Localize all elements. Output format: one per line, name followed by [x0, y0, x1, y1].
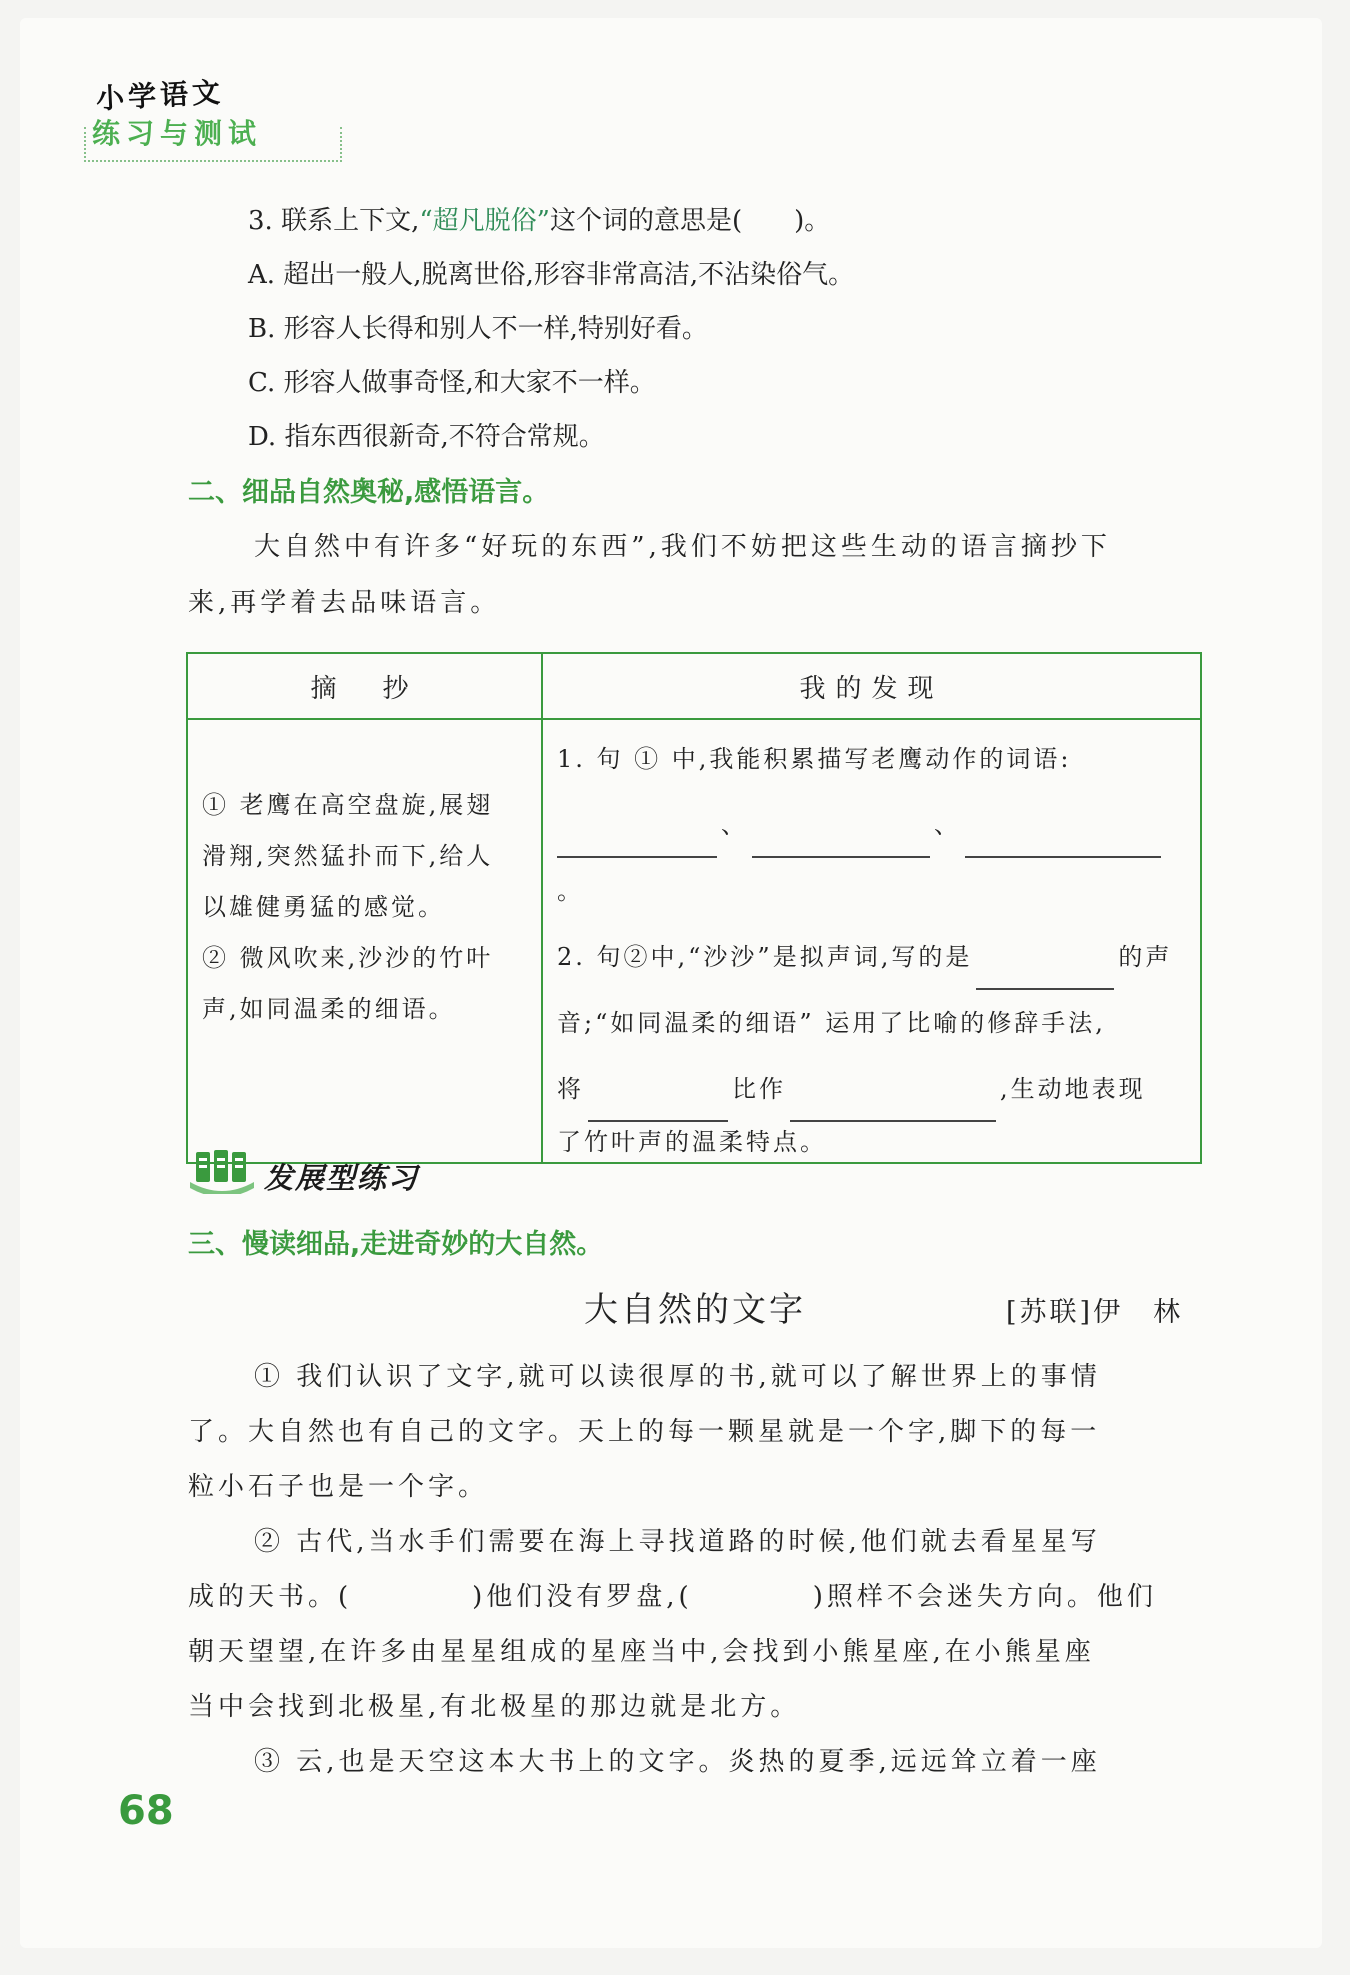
option-c[interactable]: C. 形容人做事奇怪,和大家不一样。 — [248, 368, 656, 398]
article-line: 朝天望望,在许多由星星组成的星座当中,会找到小熊星座,在小熊星座 — [188, 1637, 1095, 1667]
col-header-excerpt: 摘 抄 — [187, 653, 542, 719]
question-3-stem: 3. 联系上下文,“超凡脱俗”这个词的意思是( )。 — [248, 206, 831, 236]
answer-blank[interactable] — [790, 1090, 996, 1122]
answer-blank[interactable] — [588, 1090, 728, 1122]
finding-1-blanks: 、 、。 — [557, 792, 1190, 924]
brand-dotted-frame — [84, 127, 342, 162]
brand-subtitle: 练习与测试 — [92, 117, 263, 150]
practice-section-title: 发展型练习 — [264, 1161, 420, 1195]
option-d[interactable]: D. 指东西很新奇,不符合常规。 — [248, 422, 605, 452]
article-line: ① 我们认识了文字,就可以读很厚的书,就可以了解世界上的事情 — [254, 1362, 1101, 1392]
article-author: [苏联]伊 林 — [1006, 1297, 1184, 1328]
finding-2-line3: 将 比作 ,生动地表现 — [557, 1056, 1190, 1122]
brand-title: 小学语文 — [95, 75, 225, 116]
answer-blank[interactable] — [976, 958, 1114, 990]
answer-blank[interactable] — [965, 826, 1161, 858]
excerpt-line: 以雄健勇猛的感觉。 — [202, 893, 445, 921]
excerpt-line: ② 微风吹来,沙沙的竹叶 — [202, 944, 494, 972]
excerpt-line: 滑翔,突然猛扑而下,给人 — [202, 842, 494, 870]
section-2-intro-line1: 大自然中有许多“好玩的东西”,我们不妨把这些生动的语言摘抄下 — [254, 532, 1111, 562]
section-3-heading: 三、慢读细品,走进奇妙的大自然。 — [188, 1229, 604, 1260]
finding-2-line1: 2. 句②中,“沙沙”是拟声词,写的是 的声 — [557, 924, 1190, 990]
excerpt-table — [186, 652, 1202, 1164]
highlighted-term: “超凡脱俗” — [419, 206, 550, 236]
finding-2-line4: 了竹叶声的温柔特点。 — [557, 1128, 827, 1156]
option-b[interactable]: B. 形容人长得和别人不一样,特别好看。 — [248, 314, 708, 344]
article-line: 当中会找到北极星,有北极星的那边就是北方。 — [188, 1692, 801, 1722]
section-2-heading: 二、细品自然奥秘,感悟语言。 — [188, 477, 550, 508]
answer-blank[interactable] — [557, 826, 717, 858]
article-line: ③ 云,也是天空这本大书上的文字。炎热的夏季,远远耸立着一座 — [254, 1747, 1101, 1777]
excerpt-line: ① 老鹰在高空盘旋,展翅 — [202, 791, 494, 819]
article-line: 了。大自然也有自己的文字。天上的每一颗星就是一个字,脚下的每一 — [188, 1417, 1101, 1447]
finding-1-prompt: 1. 句 ① 中,我能积累描写老鹰动作的词语: — [557, 745, 1072, 773]
answer-blank[interactable] — [752, 826, 930, 858]
findings-cell — [542, 719, 1201, 1163]
finding-2-line2: 音;“如同温柔的细语” 运用了比喻的修辞手法, — [557, 1009, 1106, 1037]
book-icon — [186, 1148, 258, 1194]
article-title: 大自然的文字 — [584, 1290, 806, 1330]
page-number: 68 — [118, 1788, 174, 1834]
option-a[interactable]: A. 超出一般人,脱离世俗,形容非常高洁,不沾染俗气。 — [248, 260, 855, 290]
excerpt-line: 声,如同温柔的细语。 — [202, 995, 456, 1023]
section-2-intro-line2: 来,再学着去品味语言。 — [188, 588, 501, 618]
article-line: 粒小石子也是一个字。 — [188, 1472, 489, 1502]
article-line: 成的天书。( )他们没有罗盘,( )照样不会迷失方向。他们 — [188, 1582, 1157, 1612]
col-header-findings: 我的发现 — [542, 653, 1201, 719]
excerpt-cell — [187, 719, 542, 1163]
article-line: ② 古代,当水手们需要在海上寻找道路的时候,他们就去看星星写 — [254, 1527, 1101, 1557]
